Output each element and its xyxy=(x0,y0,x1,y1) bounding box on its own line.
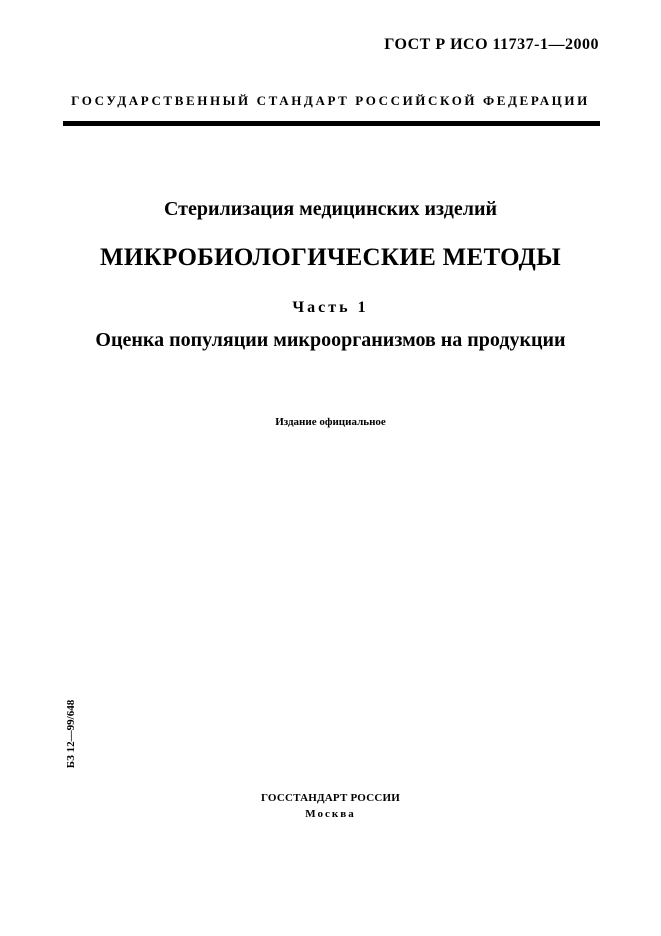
part-title: Оценка популяции микроорганизмов на продукции xyxy=(95,329,566,351)
publisher: ГОССТАНДАРТ РОССИИ xyxy=(261,792,400,804)
edition-note: Издание официальное xyxy=(275,416,386,428)
part-number: Часть 1 xyxy=(292,299,369,316)
publication-city: Москва xyxy=(305,808,356,820)
document-number: ГОСТ Р ИСО 11737-1—2000 xyxy=(384,36,599,53)
header-divider xyxy=(63,121,600,126)
side-code: БЗ 12—99/648 xyxy=(65,699,77,769)
document-subject: Стерилизация медицинских изделий xyxy=(163,198,497,220)
document-main-title: МИКРОБИОЛОГИЧЕСКИЕ МЕТОДЫ xyxy=(100,244,561,271)
state-standard-heading: ГОСУДАРСТВЕННЫЙ СТАНДАРТ РОССИЙСКОЙ ФЕДЕРАЦИИ xyxy=(71,93,590,108)
